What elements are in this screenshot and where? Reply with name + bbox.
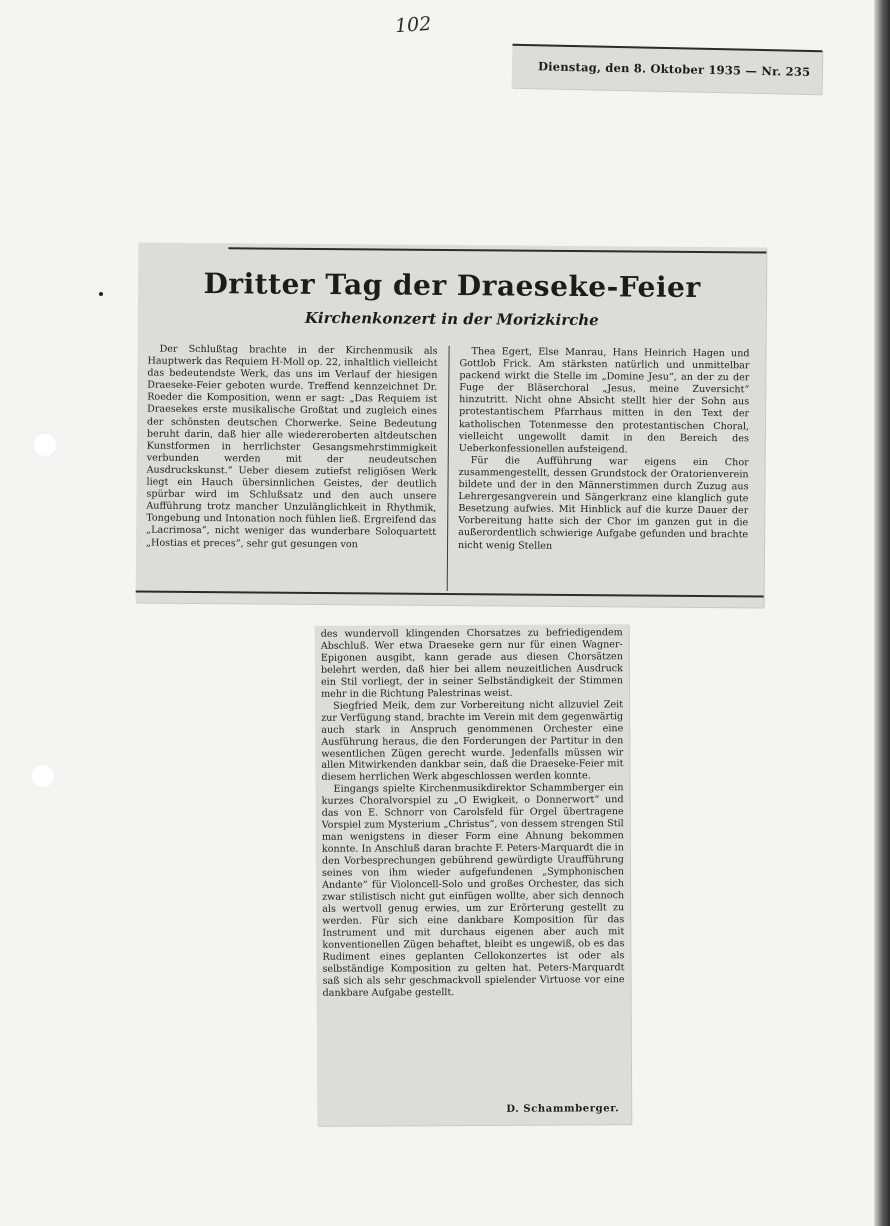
date-clipping — [512, 44, 823, 94]
paragraph: Für die Aufführung war eigens ein Chor zusammengestellt, dessen Grundstock der Oratorienverein bildete und der in den Männerstimmen durch Zuzug aus Lehrergesangverein und Sängerkranz eine klanglich gute Besetzung aufwies. Mit Hinblick auf die kurze Dauer der Vorbereitung hatte sich der Chor im ganzen gut in die außerordentlich schwierige Aufgabe gefunden und brachte nicht wenig Stellen — [458, 454, 749, 552]
continuation-body — [321, 627, 625, 999]
author-signature: D. Schammberger. — [506, 1103, 620, 1115]
column-right — [458, 346, 750, 596]
paragraph: Thea Egert, Else Manrau, Hans Heinrich Hagen und Gottlob Frick. Am stärksten natürlich und unmittelbar packend wirkt die Stelle im „Domine Jesu“, an der zu der Fuge der Bläserchoral „Jesus, meine Zuversicht“ hinzutritt. Nicht ohne Absicht stellt hier der Sohn aus protestantischem Pfarrhaus mitten in den Text der katholischen Totenmesse den protestantischen Choral, vielleicht ungewollt damit in den Bereich des Ueberkonfessionellen aufsteigend. — [458, 346, 750, 456]
date-line: Dienstag, den 8. Oktober 1935 — Nr. 235 — [537, 59, 811, 79]
ink-dot — [99, 292, 103, 296]
page-edge-shadow — [874, 0, 890, 1226]
rule-top — [228, 247, 766, 253]
column-left — [146, 344, 438, 594]
article-clipping — [136, 243, 767, 608]
punch-hole-top — [32, 432, 58, 458]
paragraph: Der Schlußtag brachte in der Kirchenmusik als Hauptwerk das Requiem H-Moll op. 22, inhaltlich vielleicht das bedeutendste Werk, das uns im Verlauf der hiesigen Draeseke-Feier geboten wurde. Treffend kennzeichnet Dr. Roeder die Komposition, wenn er sagt: „Das Requiem ist Draesekes erste musikalische Großtat und zugleich eines der schönsten deutschen Chorwerke. Seine Bedeutung beruht darin, daß hier alle wiedereroberten altdeutschen Kunstformen in herrlichster Gesangsmehrstimmigkeit verbunden werden mit der neudeutschen Ausdruckskunst.“ Ueber diesem zutiefst religiösen Werk liegt ein Hauch übersinnlichen Geistes, der deutlich spürbar wird im Schlußsatz und den auch unsere Aufführung trotz mancher Unzulänglichkeit in Rhythmik, Tongebung und Intonation noch fühlen ließ. Ergreifend das „Lacrimosa“, nicht weniger das wunderbare Soloquartett „Hostias et preces“, sehr gut gesungen von — [146, 343, 438, 550]
article-subheadline: Kirchenkonzert in der Morizkirche — [304, 308, 599, 330]
article-headline: Dritter Tag der Draeseke-Feier — [203, 267, 701, 304]
column-divider — [447, 346, 450, 591]
paragraph: des wundervoll klingenden Chorsatzes zu befriedigendem Abschluß. Wer etwa Draeseke gern nur für einen Wagner-Epigonen ausgibt, kann gerade aus diesen Chorsätzen belehrt werden, daß hier bei allem neuzeitlichen Ausdruck ein Stil vorliegt, der in seiner Selbständigkeit der Stimmen mehr in die Richtung Palestrinas weist. — [320, 627, 624, 700]
punch-hole-bottom — [30, 763, 56, 789]
paragraph: Siegfried Meik, dem zur Vorbereitung nicht allzuviel Zeit zur Verfügung stand, brachte im Verein mit dem gegenwärtig auch stark in Anspruch genommenen Orchester eine Ausführung heraus, die den Forderungen der Partitur in den wesentlichen Zügen gerecht wurde. Jedenfalls müssen wir allen Mitwirkenden dankbar sein, daß die Draeseke-Feier mit diesem herrlichen Werk abgeschlossen werden konnte. — [321, 698, 624, 784]
paragraph: Eingangs spielte Kirchenmusikdirektor Schammberger ein kurzes Choralvorspiel zu „O Ewigkeit, o Donnerwort“ und das von E. Schnorr von Carolsfeld für Orgel übertragene Vorspiel zum Mysterium „Christus“, von dessem strengen Stil man wenigstens in dieser Form eine Ahnung bekommen konnte. In Anschluß daran brachte F. Peters-Marquardt die in den Vorbesprechungen gebührend gewürdigte Uraufführung seines von ihm wieder aufgefundenen „Symphonischen Andante“ für Violoncell-Solo und großes Orchester, das sich zwar stilistisch nicht gut einfügen wollte, aber sich dennoch als wertvoll genug erwies, um zur Erörterung gestellt zu werden. Für sich eine dankbare Komposition für das Instrument und mit durchaus eigenen aber auch mit konventionellen Zügen behaftet, bleibt es ungewiß, ob es das Rudiment eines geplanten Cellokonzertes ist oder als selbständige Komposition zu gelten hat. Peters-Marquardt saß sich als sehr geschmackvoll spielender Virtuose vor eine dankbare Aufgabe gestellt. — [321, 782, 625, 999]
page-number: 102 — [394, 12, 432, 38]
continuation-clipping — [315, 624, 632, 1126]
